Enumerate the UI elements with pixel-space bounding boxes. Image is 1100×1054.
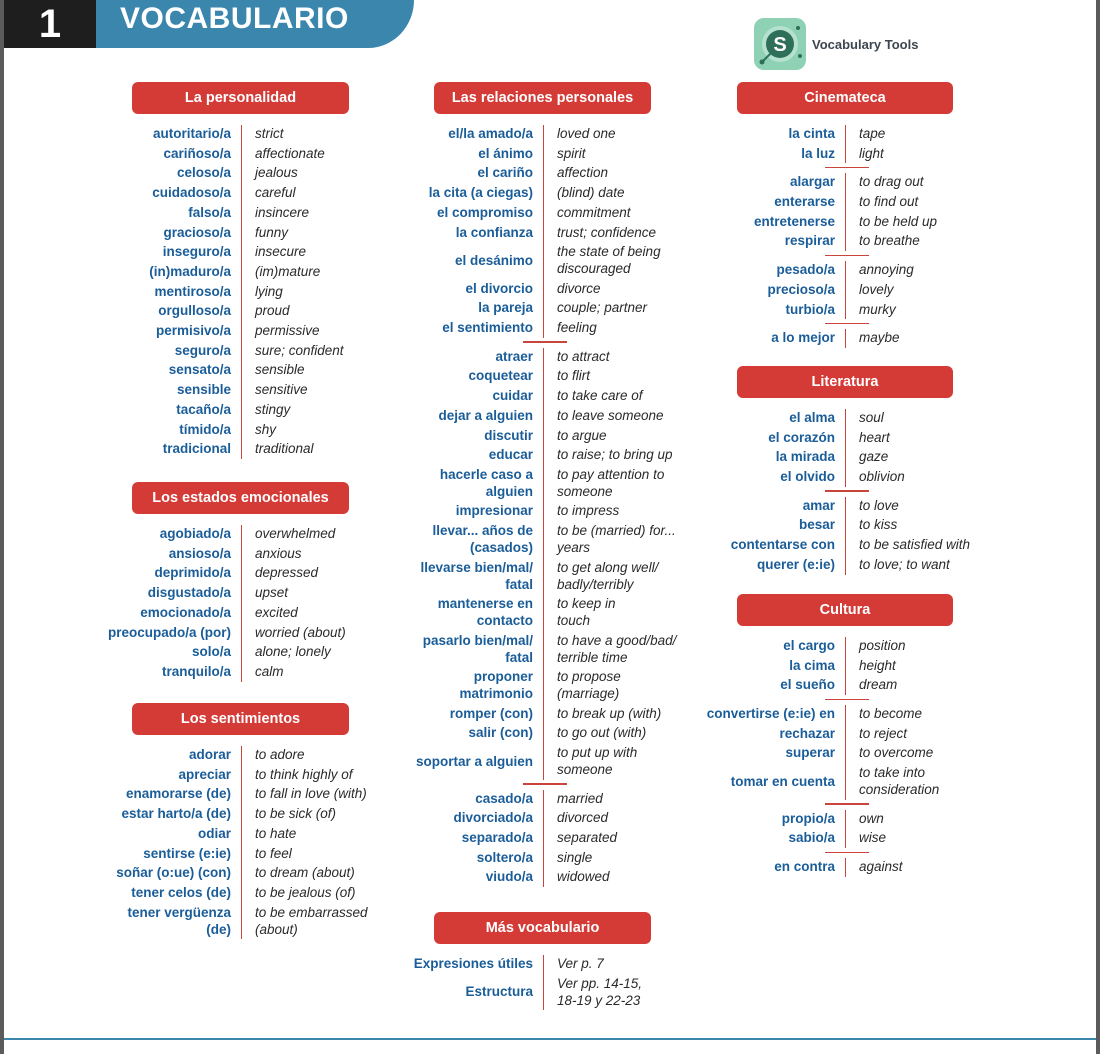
english-translation: oblivion	[859, 469, 905, 485]
english-translation: to get along well/ badly/terribly	[557, 559, 659, 592]
english-translation: to take into consideration	[859, 765, 940, 798]
english-translation: to think highly of	[255, 766, 353, 782]
english-translation: to leave someone	[557, 407, 664, 423]
spanish-term: el compromiso	[436, 204, 533, 220]
group-separator	[825, 490, 869, 492]
section-header: Cultura	[737, 594, 953, 626]
spanish-term: la pareja	[478, 300, 533, 316]
vocab-group	[788, 125, 886, 163]
english-translation: to break up (with)	[557, 705, 662, 721]
english-translation: to dream (about)	[255, 865, 355, 881]
spanish-term: tener vergüenza (de)	[127, 904, 231, 937]
page-border-left	[0, 0, 4, 1054]
english-translation: insincere	[255, 204, 310, 220]
spanish-term: (in)maduro/a	[149, 263, 231, 279]
svg-text:S: S	[773, 34, 787, 56]
spanish-term: soportar a alguien	[415, 753, 533, 769]
english-translation: tape	[859, 126, 886, 141]
spanish-term: apreciar	[178, 766, 231, 782]
english-translation: light	[859, 145, 884, 161]
spanish-term: disgustado/a	[147, 585, 231, 601]
vocab-group	[767, 261, 914, 319]
spanish-term: el sentimiento	[442, 320, 533, 336]
english-translation: commitment	[557, 204, 631, 220]
section-header: Los sentimientos	[132, 703, 349, 735]
spanish-term: Expresiones útiles	[413, 956, 533, 971]
english-translation: traditional	[255, 441, 314, 457]
english-translation: permissive	[255, 323, 320, 338]
bottom-rule	[4, 1038, 1096, 1040]
page-border-right	[1096, 0, 1100, 1054]
group-separator	[523, 341, 567, 343]
english-translation: insecure	[255, 244, 307, 260]
english-translation: maybe	[859, 330, 900, 346]
english-translation: to be held up	[859, 213, 938, 229]
spanish-term: proponer matrimonio	[459, 669, 533, 702]
english-translation: to go out (with)	[557, 725, 647, 741]
vocab-group	[149, 125, 344, 459]
spanish-term: separado/a	[461, 829, 533, 845]
vocab-group	[771, 329, 900, 348]
english-translation: position	[859, 638, 906, 653]
spanish-term: la cima	[789, 657, 835, 673]
spanish-term: el cargo	[783, 638, 835, 653]
spanish-term: deprimido/a	[154, 565, 231, 581]
english-translation: to fall in love (with)	[255, 786, 367, 802]
english-translation: (blind) date	[557, 185, 625, 201]
english-translation: Ver pp. 14-15, 18-19 y 22-23	[557, 975, 643, 1008]
vocab-group	[730, 497, 971, 575]
group-separator	[523, 783, 567, 785]
spanish-term: falso/a	[188, 204, 231, 220]
spanish-term: soñar (o:ue) (con)	[116, 865, 231, 881]
english-translation: separated	[557, 829, 618, 845]
vocabulary-tools-label[interactable]: Vocabulary Tools	[812, 36, 919, 52]
english-translation: to impress	[557, 503, 620, 519]
spanish-term: impresionar	[455, 503, 533, 519]
spanish-term: el sueño	[780, 677, 835, 693]
english-translation: strict	[255, 126, 284, 141]
spanish-term: amar	[802, 497, 835, 513]
spanish-term: mentiroso/a	[154, 283, 231, 299]
spanish-term: el olvido	[780, 469, 835, 485]
spanish-term: tener celos (de)	[131, 884, 231, 900]
vocab-group	[428, 125, 661, 338]
english-translation: Ver p. 7	[557, 956, 604, 971]
english-translation: to reject	[859, 725, 908, 741]
vocab-group	[780, 637, 906, 695]
english-translation: to become	[859, 706, 923, 722]
section-header: La personalidad	[132, 82, 349, 114]
spanish-term: orgulloso/a	[158, 303, 231, 319]
spanish-term: agobiado/a	[159, 526, 231, 541]
vocab-group	[413, 955, 643, 1010]
english-translation: heart	[859, 429, 890, 445]
english-translation: to find out	[859, 194, 919, 210]
english-translation: to feel	[255, 845, 292, 861]
english-translation: jealous	[255, 165, 298, 181]
spanish-term: seguro/a	[174, 342, 231, 358]
english-translation: careful	[255, 185, 296, 201]
spanish-term: alargar	[789, 174, 835, 190]
spanish-term: gracioso/a	[163, 224, 231, 240]
english-translation: annoying	[859, 262, 914, 278]
spanish-term: el divorcio	[465, 280, 533, 296]
spanish-term: propio/a	[781, 810, 835, 826]
english-translation: stingy	[255, 401, 291, 417]
section-header: Las relaciones personales	[434, 82, 651, 114]
spanish-term: cuidadoso/a	[152, 185, 231, 201]
english-translation: divorced	[557, 810, 609, 826]
spanish-term: turbio/a	[785, 301, 835, 317]
english-translation: affection	[557, 165, 609, 181]
spanish-term: solo/a	[191, 644, 231, 660]
spanish-term: romper (con)	[449, 705, 533, 721]
spanish-term: adorar	[188, 747, 231, 762]
spanish-term: inseguro/a	[162, 244, 231, 260]
english-translation: to drag out	[859, 174, 924, 190]
english-translation: worried (about)	[255, 624, 346, 640]
english-translation: to attract	[557, 348, 610, 364]
spanish-term: autoritario/a	[152, 126, 231, 141]
english-translation: to kiss	[859, 517, 898, 533]
english-translation: divorce	[557, 280, 601, 296]
english-translation: married	[557, 790, 603, 806]
page-title: VOCABULARIO	[96, 0, 414, 48]
english-translation: soul	[859, 410, 884, 425]
spanish-term: la confianza	[455, 224, 533, 240]
english-translation: lying	[255, 283, 283, 299]
english-translation: to flirt	[557, 368, 591, 384]
vocab-group	[116, 746, 368, 939]
vocabulary-tools-link[interactable]	[754, 18, 918, 70]
english-translation: to be sick (of)	[255, 806, 337, 822]
spanish-term: respirar	[784, 233, 835, 249]
spanish-term: tacaño/a	[176, 401, 231, 417]
spanish-term: atraer	[495, 348, 533, 364]
spanish-term: mantenerse en contacto	[437, 596, 533, 629]
spanish-term: la cinta	[788, 126, 835, 141]
english-translation: excited	[255, 604, 298, 620]
spanish-term: superar	[785, 745, 835, 761]
vocab-group	[753, 173, 938, 251]
spanish-term: dejar a alguien	[438, 407, 533, 423]
spanish-term: el desánimo	[454, 252, 533, 268]
spanish-term: tradicional	[162, 441, 231, 457]
spanish-term: soltero/a	[476, 849, 533, 865]
english-translation: to put up with someone	[557, 745, 638, 778]
spanish-term: hacerle caso a alguien	[439, 466, 533, 499]
vocab-group	[768, 409, 905, 487]
spanish-term: en contra	[774, 859, 835, 875]
spanish-term: odiar	[197, 825, 231, 841]
english-translation: sensible	[255, 362, 305, 378]
english-translation: lovely	[859, 281, 894, 297]
english-translation: to overcome	[859, 745, 934, 761]
english-translation: funny	[255, 224, 289, 240]
english-translation: affectionate	[255, 145, 325, 161]
vocab-group	[453, 790, 618, 888]
english-translation: gaze	[859, 449, 889, 465]
spanish-term: el/la amado/a	[448, 126, 533, 141]
spanish-term: salir (con)	[468, 725, 533, 741]
spanish-term: enterarse	[774, 194, 835, 210]
english-translation: depressed	[255, 565, 319, 581]
spanish-term: entretenerse	[753, 213, 835, 229]
spanish-term: contentarse con	[730, 537, 835, 553]
english-translation: single	[557, 849, 593, 865]
english-translation: to love; to want	[859, 556, 950, 572]
spanish-term: la mirada	[775, 449, 835, 465]
spanish-term: pesado/a	[776, 262, 835, 278]
spanish-term: querer (e:ie)	[756, 556, 835, 572]
english-translation: calm	[255, 663, 284, 679]
spanish-term: permisivo/a	[155, 323, 231, 338]
spanish-term: tímido/a	[179, 421, 231, 437]
section-header: Cinemateca	[737, 82, 953, 114]
english-translation: to keep in touch	[557, 596, 616, 629]
spanish-term: la luz	[801, 145, 835, 161]
spanish-term: discutir	[484, 427, 533, 443]
english-translation: to hate	[255, 825, 297, 841]
english-translation: to raise; to bring up	[557, 447, 673, 463]
spanish-term: el ánimo	[478, 145, 533, 161]
english-translation: against	[859, 859, 903, 875]
english-translation: to be jealous (of)	[255, 884, 356, 900]
spanish-term: tomar en cuenta	[730, 773, 835, 789]
spanish-term: estar harto/a (de)	[121, 806, 231, 822]
spanish-term: llevarse bien/mal/ fatal	[420, 559, 533, 592]
spanish-term: divorciado/a	[453, 810, 533, 826]
spanish-term: el cariño	[477, 165, 533, 181]
english-translation: (im)mature	[255, 263, 321, 279]
spanish-term: sensato/a	[168, 362, 231, 378]
english-translation: to have a good/bad/ terrible time	[557, 632, 677, 665]
english-translation: to adore	[255, 747, 305, 762]
english-translation: anxious	[255, 545, 302, 561]
vocab-group	[781, 810, 887, 848]
english-translation: to pay attention to someone	[557, 466, 665, 499]
spanish-term: llevar... años de (casados)	[432, 523, 533, 556]
spanish-term: sensible	[176, 382, 231, 398]
spanish-term: besar	[798, 517, 835, 533]
group-separator	[825, 803, 869, 805]
spanish-term: viudo/a	[485, 869, 533, 885]
english-translation: to love	[859, 497, 899, 513]
english-translation: spirit	[557, 145, 586, 161]
section-header: Los estados emocionales	[132, 482, 349, 514]
spanish-term: preocupado/a (por)	[107, 624, 231, 640]
spanish-term: coquetear	[468, 368, 533, 384]
english-translation: trust; confidence	[557, 224, 657, 240]
section-header: Más vocabulario	[434, 912, 651, 944]
english-translation: wise	[859, 830, 887, 846]
group-separator	[825, 167, 869, 169]
english-translation: feeling	[557, 320, 597, 336]
english-translation: sure; confident	[255, 342, 344, 358]
english-translation: proud	[255, 303, 290, 319]
spanish-term: la cita (a ciegas)	[428, 185, 533, 201]
spanish-term: emocionado/a	[140, 604, 231, 620]
english-translation: to take care of	[557, 388, 643, 404]
english-translation: shy	[255, 421, 277, 437]
english-translation: to be (married) for... years	[557, 523, 676, 556]
english-translation: murky	[859, 301, 896, 317]
english-translation: to be satisfied with	[859, 537, 971, 553]
english-translation: to propose (marriage)	[557, 669, 621, 702]
vocab-group	[706, 705, 940, 800]
spanish-term: el alma	[789, 410, 835, 425]
english-translation: widowed	[557, 869, 610, 885]
spanish-term: el corazón	[768, 429, 835, 445]
spanish-term: rechazar	[779, 725, 835, 741]
spanish-term: precioso/a	[767, 281, 835, 297]
english-translation: overwhelmed	[255, 526, 336, 541]
english-translation: height	[859, 657, 896, 673]
spanish-term: celoso/a	[176, 165, 231, 181]
chapter-number: 1	[4, 0, 96, 48]
vocab-group	[774, 858, 903, 877]
spanish-term: sentirse (e:ie)	[143, 845, 231, 861]
spanish-term: enamorarse (de)	[125, 786, 231, 802]
english-translation: sensitive	[255, 382, 308, 398]
english-translation: upset	[255, 585, 289, 601]
spanish-term: Estructura	[465, 984, 533, 1000]
group-separator	[825, 852, 869, 854]
spanish-term: ansioso/a	[168, 545, 231, 561]
spanish-term: sabio/a	[788, 830, 835, 846]
spanish-term: educar	[488, 447, 533, 463]
spanish-term: pasarlo bien/mal/ fatal	[422, 632, 533, 665]
spanish-term: convertirse (e:ie) en	[706, 706, 835, 722]
english-translation: own	[859, 810, 884, 826]
english-translation: to breathe	[859, 233, 920, 249]
english-translation: the state of being discouraged	[557, 244, 661, 277]
group-separator	[825, 255, 869, 257]
spanish-term: cuidar	[492, 388, 533, 404]
english-translation: loved one	[557, 126, 616, 141]
group-separator	[825, 699, 869, 701]
vocab-group	[415, 348, 677, 780]
spanish-term: a lo mejor	[771, 330, 835, 346]
vocabulary-tools-icon[interactable]	[754, 18, 806, 70]
english-translation: couple; partner	[557, 300, 648, 316]
english-translation: alone; lonely	[255, 644, 331, 660]
group-separator	[825, 323, 869, 325]
vocab-group	[107, 525, 346, 682]
spanish-term: tranquilo/a	[161, 663, 231, 679]
english-translation: to be embarrassed (about)	[255, 904, 368, 937]
section-header: Literatura	[737, 366, 953, 398]
spanish-term: cariñoso/a	[163, 145, 231, 161]
english-translation: to argue	[557, 427, 607, 443]
english-translation: dream	[859, 677, 898, 693]
spanish-term: casado/a	[475, 790, 533, 806]
